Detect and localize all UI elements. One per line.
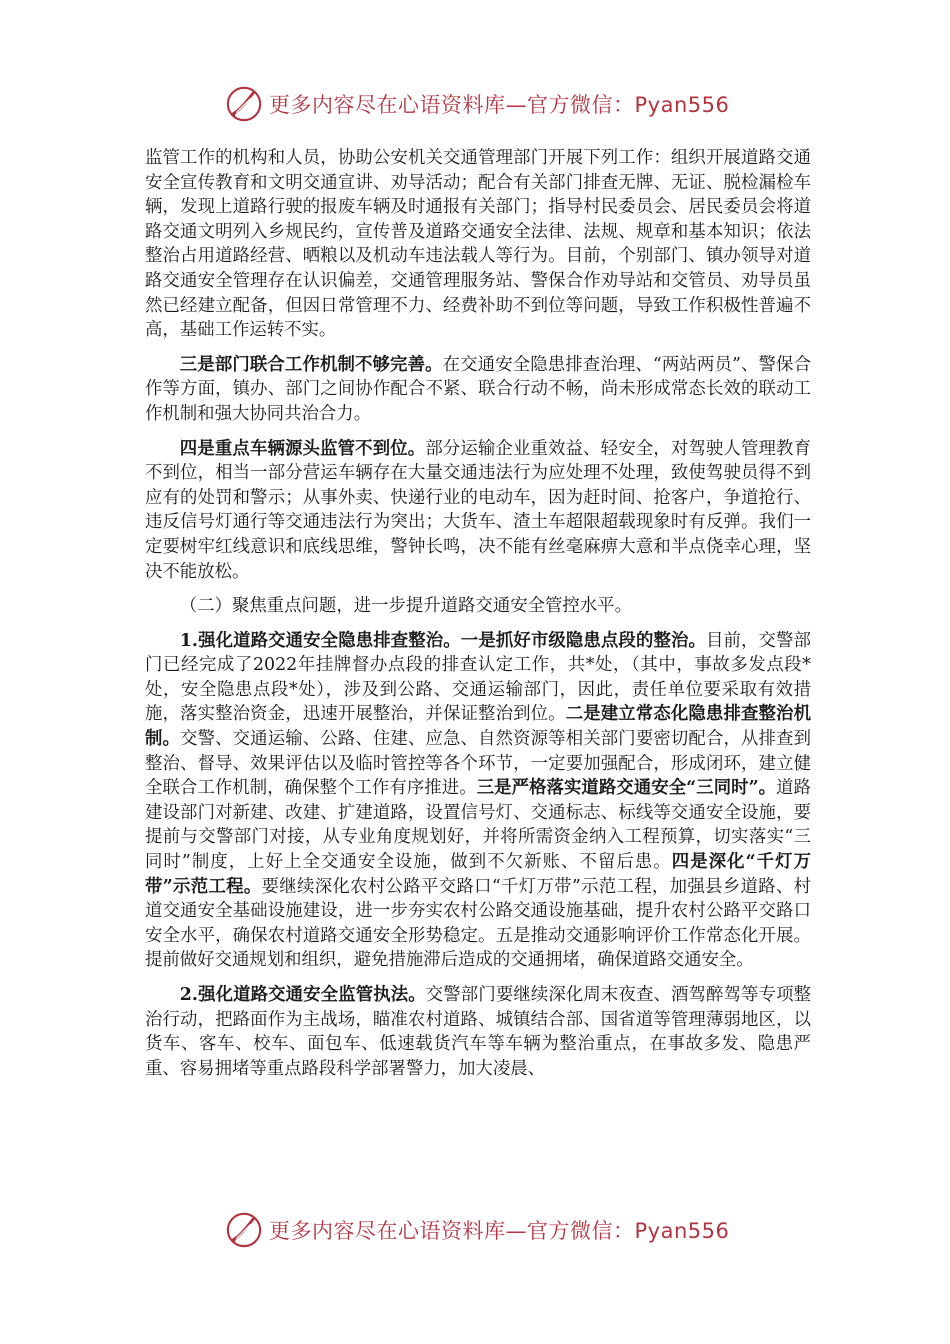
paragraph-heading: 2.强化道路交通安全监管执法。: [179, 985, 426, 1005]
header-banner-text: 更多内容尽在心语资料库—官方微信：Pyan556: [269, 93, 730, 117]
section-heading: [145, 594, 811, 619]
paragraph-text: 监管工作的机构和人员，协助公安机关交通管理部门开展下列工作：组织开展道路交通安全宣传教育和文明交通宣讲、劝导活动；配合有关部门排查无牌、无证、脱检漏检车辆，发现上道路行驶的报废车辆及时通报有关部门；指导村民委员会、居民委员会将道路交通文明列入乡规民约，宣传普及道路交通安全法律、法规、规章和基本知识；依法整治占用道路经营、晒粮以及机动车违法载人等行为。目前，个别部门、镇办领导对道路交通安全管理存在认识偏差，交通管理服务站、警保合作劝导站和交管员、劝导员虽然已经建立配备，但因日常管理不力、经费补助不到位等问题，导致工作积极性普遍不高，基础工作运转不实。: [145, 148, 811, 341]
paragraph-text: 目前，交警部门已经完成了2022年挂牌督办点段的排查认定工作，共*处，（其中，事故多发点段*处，安全隐患点段*处），涉及到公路、交通运输部门，因此，责任单位要采取有效措施，落实整治资金，迅速开展整治，并保证整治到位。: [145, 630, 811, 725]
paragraph-text: 道路建设部门对新建、改建、扩建道路，设置信号灯、交通标志、标线等交通安全设施，要提前与交警部门对接，从专业角度规划好，并将所需资金纳入工程预算，切实落实“三同时”制度，上好上全交通安全设施，做到不欠新账、不留后患。: [145, 778, 811, 873]
paragraph-point-three: [145, 353, 811, 427]
paragraph-text: 在交通安全隐患排查治理、“两站两员”、警保合作等方面，镇办、部门之间协作配合不紧、联合行动不畅，尚未形成常态长效的联动工作机制和强大协同共治合力。: [145, 354, 811, 424]
paragraph-subheading: 三是严格落实道路交通安全“三同时”。: [476, 778, 777, 799]
paragraph-text: 要继续深化农村公路平交路口“千灯万带”示范工程，加强县乡道路、村道交通安全基础设施建设，进一步夯实农村公路交通设施基础，提升农村公路平交路口安全水平，确保农村道路交通安全形势稳定。五是推动交通影响评价工作常态化开展。提前做好交通规划和组织，避免措施滞后造成的交通拥堵，确保道路交通安全。: [145, 876, 811, 971]
paragraph-enforcement: [145, 983, 811, 1081]
document-body: [145, 146, 811, 1091]
paragraph-heading: 1.强化道路交通安全隐患排查整治。一是抓好市级隐患点段的整治。: [179, 630, 707, 651]
paragraph-point-four: [145, 437, 811, 585]
paragraph-heading: 四是重点车辆源头监管不到位。: [179, 438, 426, 459]
paragraph-continued: [145, 146, 811, 343]
header-banner: [225, 84, 729, 124]
footer-banner-text: 更多内容尽在心语资料库—官方微信：Pyan556: [269, 1219, 730, 1243]
paragraph-text: 部分运输企业重效益、轻安全，对驾驶人管理教育不到位，相当一部分营运车辆存在大量交通违法行为应处理不处理，致使驾驶员得不到应有的处罚和警示；从事外卖、快递行业的电动车，因为赶时间、抢客户，争道抢行、违反信号灯通行等交通违法行为突出；大货车、渣土车超限超载现象时有反弹。我们一定要树牢红线意识和底线思维，警钟长鸣，决不能有丝毫麻痹大意和半点侥幸心理，坚决不能放松。: [145, 438, 811, 582]
paragraph-subheading: 四是深化“千灯万带”示范工程。: [145, 852, 811, 897]
pen-circle-logo-icon: [225, 85, 263, 123]
paragraph-hazard-rectification: [145, 629, 811, 973]
pen-circle-logo-icon: [225, 1211, 263, 1249]
section-heading-text: （二）聚焦重点问题，进一步提升道路交通安全管控水平。: [179, 596, 632, 617]
paragraph-text: 交警、交通运输、公路、住建、应急、自然资源等相关部门要密切配合，从排查到整治、督导、效果评估以及临时管控等各个环节，一定要加强配合，形成闭环，建立健全联合工作机制，确保整个工作有序推进。: [145, 729, 811, 799]
paragraph-text: 交警部门要继续深化周末夜查、酒驾醉驾等专项整治行动，把路面作为主战场，瞄准农村道路、城镇结合部、国省道等管理薄弱地区，以货车、客车、校车、面包车、低速载货汽车等车辆为整治重点，在事故多发、隐患严重、容易拥堵等重点路段科学部署警力，加大凌晨、: [145, 985, 811, 1079]
paragraph-heading: 三是部门联合工作机制不够完善。: [179, 354, 443, 375]
footer-banner: [225, 1210, 729, 1250]
paragraph-subheading: 二是建立常态化隐患排查整治机制。: [145, 704, 811, 750]
